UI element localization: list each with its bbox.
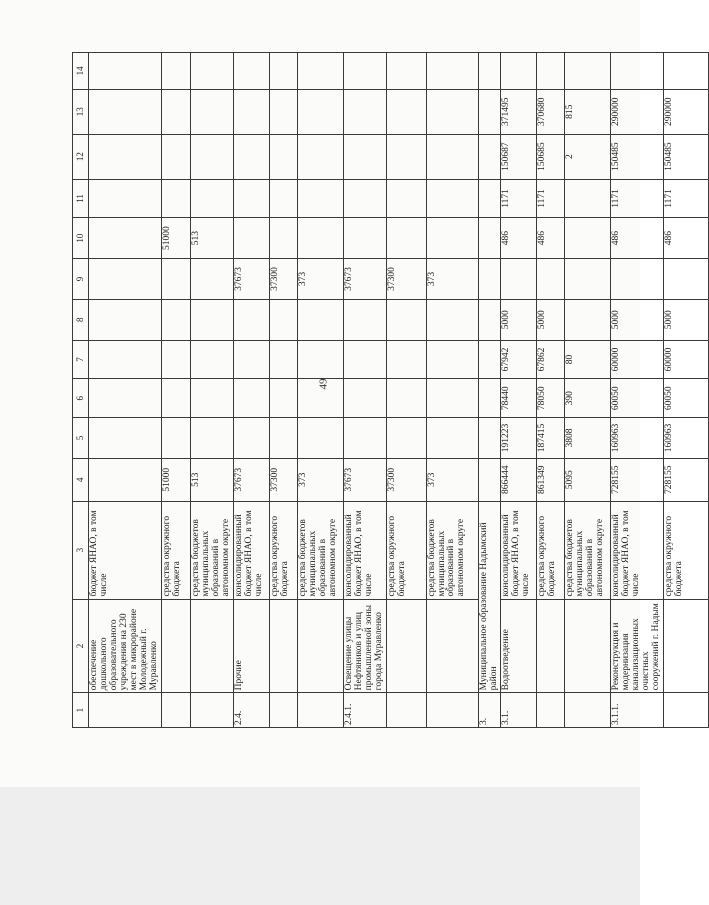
row-number-cell: 2.4. [233,693,269,728]
table-cell [478,53,501,90]
value-cell [426,89,478,134]
value-cell: 80 [565,340,611,379]
value-cell [426,418,478,459]
value-cell: 191223 [501,418,537,459]
value-cell: 150485 [664,134,709,179]
value-cell [565,218,611,259]
value-cell [233,418,269,459]
value-cell: 51000 [161,458,190,501]
value-cell [89,299,162,340]
value-cell [161,53,190,90]
header-cell: 12 [73,134,89,179]
table-cell [478,218,501,259]
table-row [386,53,426,728]
value-cell [664,53,709,90]
row-number-cell [297,693,343,728]
value-cell: 728155 [611,458,664,501]
value-cell: 150485 [611,134,664,179]
value-cell [386,340,426,379]
source-cell: средства окружного бюджета [386,501,426,599]
value-cell: 486 [611,218,664,259]
value-cell: 60050 [611,379,664,418]
item-name-cell [664,599,709,693]
value-cell [89,134,162,179]
value-cell [89,379,162,418]
value-cell [190,299,233,340]
value-cell [426,218,478,259]
item-name-cell [269,599,297,693]
value-cell: 37673 [233,259,269,300]
value-cell: 5000 [501,299,537,340]
table-row [611,53,664,728]
rotated-table-frame [72,52,685,728]
value-cell: 373 [297,259,343,300]
value-cell [233,379,269,418]
table-row [343,53,386,728]
value-cell: 3808 [565,418,611,459]
item-name-cell [161,599,190,693]
value-cell: 37300 [269,259,297,300]
value-cell [343,179,386,218]
header-cell: 9 [73,259,89,300]
value-cell: 78050 [537,379,565,418]
value-cell [386,418,426,459]
value-cell [190,259,233,300]
value-cell: 60000 [664,340,709,379]
item-name-cell: обеспечение дошкольного образовательного учреждения на 230 мест в микрорайоне Молодежный г. Муравленко [89,599,162,693]
value-cell [161,179,190,218]
value-cell [190,89,233,134]
table-row [664,53,709,728]
value-cell [161,134,190,179]
table-row [297,53,343,728]
value-cell: 37673 [343,458,386,501]
value-cell [664,259,709,300]
value-cell [161,379,190,418]
source-cell: средства бюджетов муниципальных образований в автономном округе [426,501,478,599]
value-cell [426,179,478,218]
value-cell: 486 [664,218,709,259]
value-cell: 1171 [537,179,565,218]
value-cell [89,418,162,459]
table-row [233,53,269,728]
value-cell: 67942 [501,340,537,379]
value-cell [89,340,162,379]
value-cell [269,53,297,90]
value-cell [343,418,386,459]
value-cell [386,89,426,134]
table-cell [478,379,501,418]
header-cell: 14 [73,53,89,90]
value-cell [233,53,269,90]
value-cell: 5095 [565,458,611,501]
value-cell: 373 [297,458,343,501]
value-cell [269,299,297,340]
value-cell [343,379,386,418]
value-cell: 1171 [501,179,537,218]
value-cell [233,340,269,379]
item-name-cell [386,599,426,693]
row-number-cell [269,693,297,728]
value-cell [269,218,297,259]
row-number-cell [89,693,162,728]
table-cell [478,134,501,179]
value-cell [611,259,664,300]
value-cell [537,53,565,90]
table-cell [478,418,501,459]
value-cell [190,134,233,179]
source-cell: консолидированный бюджет ЯНАО, в том числе [233,501,269,599]
row-number-cell [386,693,426,728]
value-cell [233,218,269,259]
source-cell: консолидированный бюджет ЯНАО, в том числе [611,501,664,599]
source-cell: средства бюджетов муниципальных образований в автономном округе [297,501,343,599]
header-cell: 5 [73,418,89,459]
table-row [426,53,478,728]
value-cell [89,458,162,501]
value-cell [89,259,162,300]
item-name-cell: Прочие [233,599,269,693]
value-cell [190,53,233,90]
item-name-cell [190,599,233,693]
header-row [73,53,89,728]
value-cell [343,299,386,340]
value-cell [161,89,190,134]
value-cell [611,53,664,90]
source-cell: бюджет ЯНАО, в том числе [89,501,162,599]
value-cell: 373 [426,259,478,300]
value-cell: 51000 [161,218,190,259]
value-cell [269,340,297,379]
header-cell: 4 [73,458,89,501]
value-cell [426,379,478,418]
value-cell [269,179,297,218]
source-cell: средства окружного бюджета [537,501,565,599]
value-cell: 728155 [664,458,709,501]
table-row [537,53,565,728]
value-cell [269,379,297,418]
row-number-cell: 3. [478,693,501,728]
value-cell [190,418,233,459]
value-cell: 150687 [501,134,537,179]
value-cell [89,89,162,134]
value-cell: 160963 [611,418,664,459]
value-cell: 60050 [664,379,709,418]
table-row [501,53,537,728]
table-row [161,53,190,728]
value-cell [565,259,611,300]
item-name-cell [537,599,565,693]
value-cell [565,299,611,340]
value-cell: 2 [565,134,611,179]
value-cell [297,53,343,90]
value-cell [269,134,297,179]
value-cell: 513 [190,218,233,259]
value-cell: 373 [426,458,478,501]
value-cell: 37673 [233,458,269,501]
value-cell: 1171 [664,179,709,218]
value-cell [297,179,343,218]
value-cell: 187415 [537,418,565,459]
value-cell [89,218,162,259]
value-cell [426,134,478,179]
value-cell [426,299,478,340]
value-cell [190,379,233,418]
value-cell: 486 [501,218,537,259]
row-number-cell [537,693,565,728]
value-cell: 5000 [537,299,565,340]
value-cell: 815 [565,89,611,134]
value-cell [297,218,343,259]
value-cell: 866444 [501,458,537,501]
source-cell: консолидированный бюджет ЯНАО, в том числе [501,501,537,599]
value-cell: 513 [190,458,233,501]
value-cell: 78440 [501,379,537,418]
item-name-cell [297,599,343,693]
value-cell [343,134,386,179]
item-name-cell: Водоотведение [501,599,537,693]
item-name-cell [565,599,611,693]
row-number-cell [565,693,611,728]
value-cell: 290000 [664,89,709,134]
value-cell [297,379,343,418]
table-cell [478,458,501,501]
value-cell [161,418,190,459]
value-cell: 290000 [611,89,664,134]
value-cell [269,418,297,459]
value-cell: 371495 [501,89,537,134]
table-row [565,53,611,728]
value-cell [269,89,297,134]
source-cell: средства бюджетов муниципальных образований в автономном округе [565,501,611,599]
value-cell: 150685 [537,134,565,179]
table-row [89,53,162,728]
value-cell [386,53,426,90]
table-row [269,53,297,728]
value-cell [161,340,190,379]
source-cell: средства окружного бюджета [664,501,709,599]
row-number-cell [426,693,478,728]
value-cell: 861349 [537,458,565,501]
value-cell: 37673 [343,259,386,300]
header-cell: 11 [73,179,89,218]
value-cell [161,299,190,340]
value-cell [343,340,386,379]
table-cell [478,179,501,218]
value-cell [161,259,190,300]
value-cell [297,134,343,179]
value-cell: 37300 [386,458,426,501]
value-cell [89,53,162,90]
value-cell: 486 [537,218,565,259]
header-cell: 10 [73,218,89,259]
value-cell [343,53,386,90]
value-cell [297,299,343,340]
header-cell: 3 [73,501,89,599]
value-cell [565,179,611,218]
value-cell [426,340,478,379]
value-cell [386,179,426,218]
table-cell [478,299,501,340]
value-cell: 60000 [611,340,664,379]
value-cell [233,179,269,218]
page-number: 49 [317,378,330,390]
value-cell [426,53,478,90]
row-number-cell [664,693,709,728]
table-cell [478,340,501,379]
source-cell: средства окружного бюджета [161,501,190,599]
value-cell [343,89,386,134]
item-name-cell [426,599,478,693]
value-cell [386,379,426,418]
section-title-cell: Муниципальное образование Надымский район [478,501,501,693]
row-number-cell [161,693,190,728]
table-container [72,52,685,728]
value-cell [297,89,343,134]
value-cell [501,53,537,90]
value-cell [233,299,269,340]
value-cell [565,53,611,90]
header-cell: 2 [73,599,89,693]
value-cell [297,340,343,379]
table-row [190,53,233,728]
value-cell [386,299,426,340]
value-cell [343,218,386,259]
row-number-cell [190,693,233,728]
value-cell: 5000 [611,299,664,340]
value-cell [233,134,269,179]
header-cell: 6 [73,379,89,418]
value-cell [190,340,233,379]
row-number-cell: 3.1.1. [611,693,664,728]
table-row [478,53,501,728]
header-cell: 13 [73,89,89,134]
value-cell: 160963 [664,418,709,459]
row-number-cell: 2.4.1. [343,693,386,728]
value-cell: 370680 [537,89,565,134]
value-cell [501,259,537,300]
value-cell: 5000 [664,299,709,340]
row-number-cell: 3.1. [501,693,537,728]
budget-table [72,52,709,728]
value-cell [190,179,233,218]
value-cell: 37300 [269,458,297,501]
value-cell [386,134,426,179]
value-cell [537,259,565,300]
header-cell: 1 [73,693,89,728]
value-cell: 1171 [611,179,664,218]
value-cell: 390 [565,379,611,418]
source-cell: средства бюджетов муниципальных образований в автономном округе [190,501,233,599]
table-cell [478,259,501,300]
item-name-cell: Освещение улицы Нефтяников и улиц промышленной зоны города Муравленко [343,599,386,693]
value-cell [233,89,269,134]
value-cell: 67862 [537,340,565,379]
header-cell: 7 [73,340,89,379]
header-cell: 8 [73,299,89,340]
value-cell [89,179,162,218]
value-cell [297,418,343,459]
source-cell: средства окружного бюджета [269,501,297,599]
value-cell: 37300 [386,259,426,300]
scan-margin [0,787,640,905]
item-name-cell: Реконструкция и модернизация канализационных очистных сооружений г. Надым [611,599,664,693]
table-cell [478,89,501,134]
value-cell [386,218,426,259]
source-cell: консолидированный бюджет ЯНАО, в том числе [343,501,386,599]
